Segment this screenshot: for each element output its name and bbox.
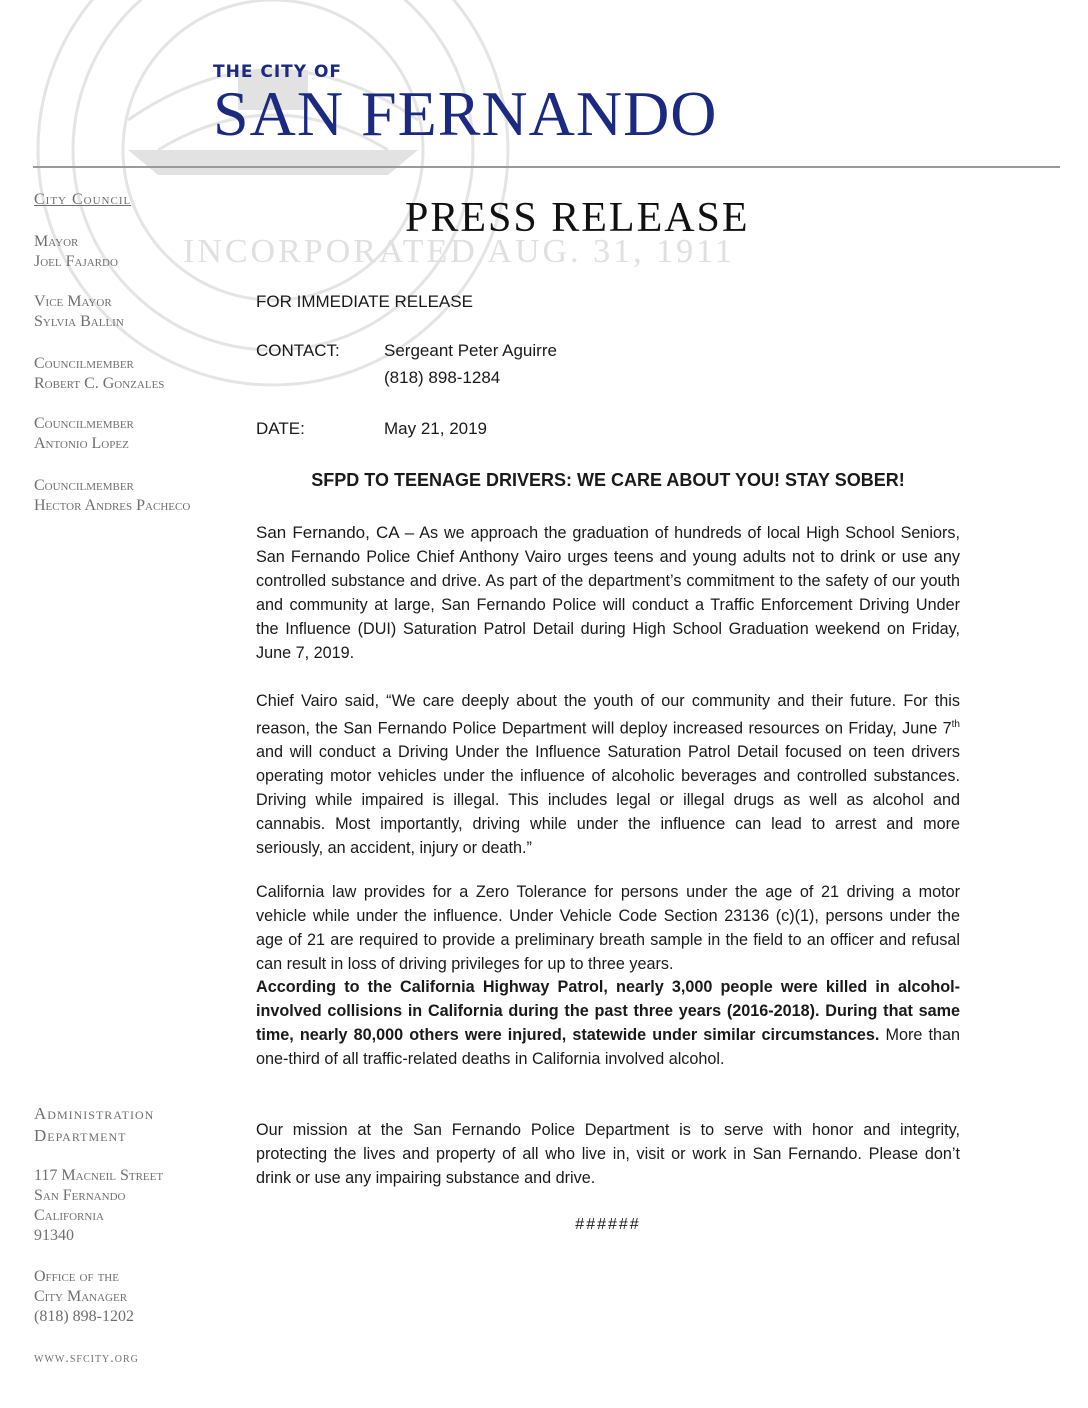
office-line: City Manager xyxy=(34,1288,128,1305)
dept-heading: Administration xyxy=(34,1104,155,1123)
paragraph-5: Our mission at the San Fernando Police Department is to serve with honor and integrity, protecting the lives and property of all who live in, visit or work in San Fernando. Please don’t drink or use any impairing substance and drive. xyxy=(256,1121,960,1187)
office-line: Office of the xyxy=(34,1268,119,1285)
member-role: Mayor xyxy=(34,233,79,250)
end-mark: ###### xyxy=(575,1216,641,1233)
page-title: PRESS RELEASE xyxy=(405,195,750,241)
statistics-highlight: According to the California Highway Patrol, nearly 3,000 people were killed in alcohol-involved collisions in California during the past three years (2016-2018). During that same time, nearly 80,000 others were injured, statewide under similar circumstances. xyxy=(256,978,960,1044)
contact-name: Sergeant Peter Aguirre xyxy=(384,341,557,360)
paragraph-2 xyxy=(256,689,960,860)
paragraph-text: Chief Vairo said, “We care deeply about the youth of our community and their future. For this reason, the San Fernando Police Department will deploy increased resources on Friday, June 7 xyxy=(256,692,960,738)
website: www.sfcity.org xyxy=(34,1351,139,1366)
member-role: Councilmember xyxy=(34,355,134,372)
paragraph-text: As we approach the graduation of hundreds of local High School Seniors, San Fernando Police Chief Anthony Vairo urges teens and young adults not to drink or use any controlled substance and drive. As part of the department’s commitment to the safety of our youth and community at large, San Fernando Police will conduct a Traffic Enforcement Driving Under the Influence (DUI) Saturation Patrol Detail during High School Graduation weekend on Friday, June 7, 2019. xyxy=(256,524,961,662)
member-role: Vice Mayor xyxy=(34,293,112,310)
council-heading: City Council xyxy=(34,191,132,208)
date-label: DATE: xyxy=(256,419,305,438)
member-name: Robert C. Gonzales xyxy=(34,375,165,392)
superscript: th xyxy=(951,719,960,730)
header-divider xyxy=(33,166,1060,168)
headline: SFPD TO TEENAGE DRIVERS: WE CARE ABOUT YOU! STAY SOBER! xyxy=(311,470,905,490)
contact-phone: (818) 898-1284 xyxy=(384,368,501,387)
logo-name: SAN FERNANDO xyxy=(213,78,718,149)
member-role: Councilmember xyxy=(34,415,134,432)
paragraph-3: California law provides for a Zero Tolerance for persons under the age of 21 driving a motor vehicle while under the influence. Under Vehicle Code Section 23136 (c)(1), persons under the age of 21 are required to provide a preliminary breath sample in the field to an officer and refusal can result in loss of driving privileges for up to three years. xyxy=(256,883,960,973)
paragraph-1 xyxy=(256,521,960,665)
member-role: Councilmember xyxy=(34,477,134,494)
paragraph-4 xyxy=(256,975,960,1071)
paragraph-text: and will conduct a Driving Under the Influence Saturation Patrol Detail focused on teen drivers operating motor vehicles under the influence of alcoholic beverages and controlled substances. Driving while impaired is illegal. This includes legal or illegal drugs as well as alcohol and cannabis. Most importantly, driving while under the influence can lead to arrest and more seriously, an accident, injury or death.” xyxy=(256,743,960,858)
contact-label: CONTACT: xyxy=(256,341,340,360)
address-line: 91340 xyxy=(34,1227,74,1244)
dept-heading: Department xyxy=(34,1126,127,1145)
member-name: Sylvia Ballin xyxy=(34,313,124,330)
address-line: California xyxy=(34,1207,104,1224)
office-phone: (818) 898-1202 xyxy=(34,1308,134,1325)
date-value: May 21, 2019 xyxy=(384,419,488,438)
seal-text: INCORPORATED AUG. 31, 1911 xyxy=(183,233,735,270)
release-type: FOR IMMEDIATE RELEASE xyxy=(256,292,473,311)
logo-prefix: THE CITY OF xyxy=(213,62,343,82)
dateline: San Fernando, CA – xyxy=(256,523,415,542)
paragraph-text: More than one-third of all traffic-related deaths in California involved alcohol. xyxy=(256,1026,960,1068)
address-line: San Fernando xyxy=(34,1187,126,1204)
member-name: Antonio Lopez xyxy=(34,435,129,452)
member-name: Joel Fajardo xyxy=(34,253,118,270)
city-logo xyxy=(213,62,718,149)
address-line: 117 Macneil Street xyxy=(34,1167,164,1184)
member-name: Hector Andres Pacheco xyxy=(34,497,191,514)
